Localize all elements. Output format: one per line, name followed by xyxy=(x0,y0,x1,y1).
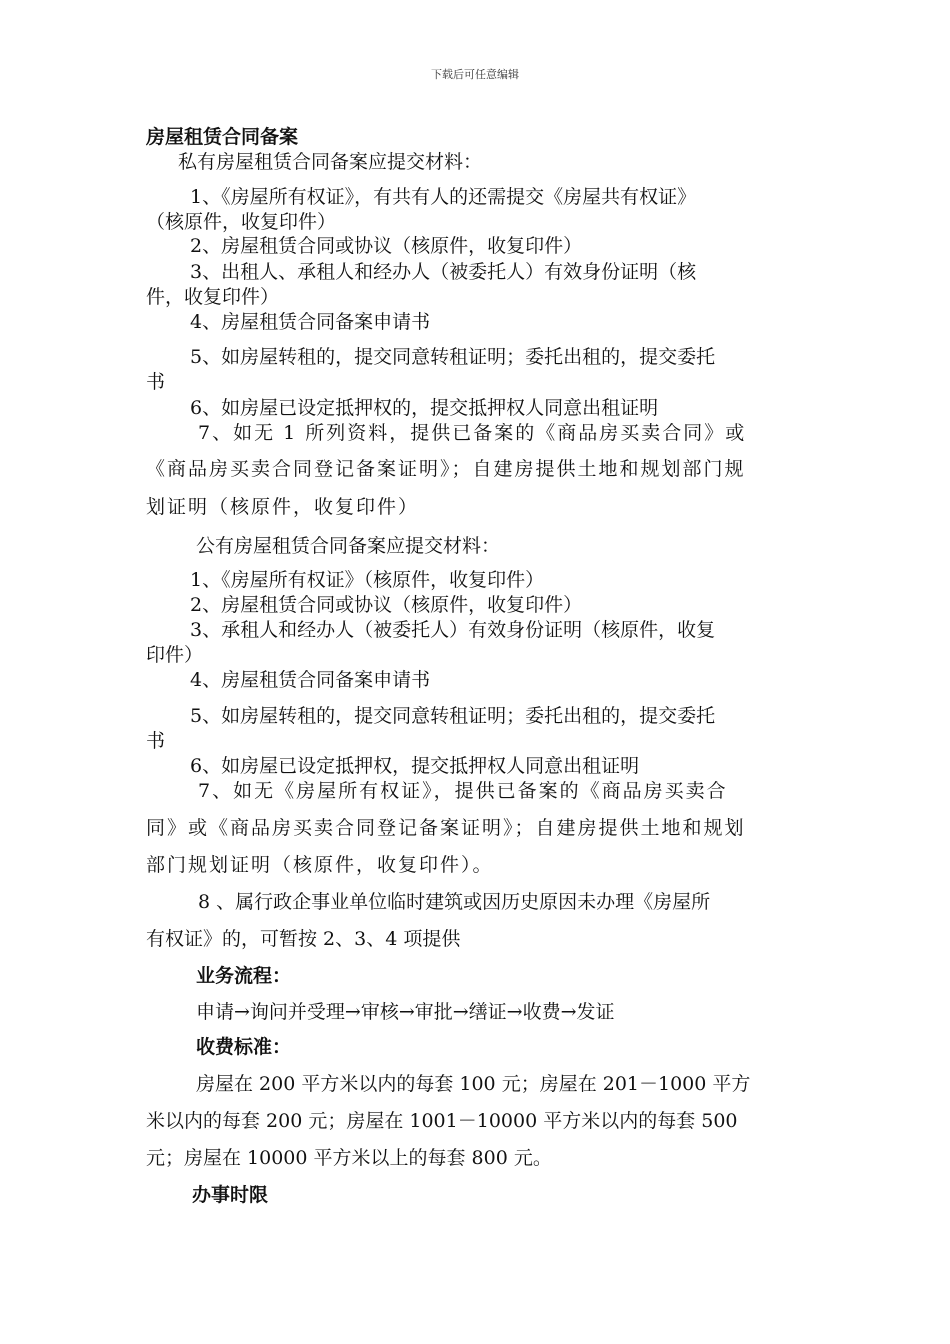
private-item-3-line-2: 件，收复印件） xyxy=(146,286,280,308)
private-item-7-line-2: 《商品房买卖合同登记备案证明》；自建房提供土地和规划部门规 xyxy=(146,458,746,480)
private-item-3-line-1: 3、出租人、承租人和经办人（被委托人）有效身份证明（核 xyxy=(190,261,697,283)
private-item-5-line-2: 书 xyxy=(146,371,166,393)
public-item-4: 4、房屋租赁合同备案申请书 xyxy=(190,669,431,691)
public-item-8-line-2: 有权证》的，可暂按 2、3、4 项提供 xyxy=(146,928,461,950)
public-item-7-line-3: 部门规划证明（核原件，收复印件）。 xyxy=(146,854,494,876)
public-heading: 公有房屋租赁合同备案应提交材料： xyxy=(196,535,501,557)
fees-line-1: 房屋在 200 平方米以内的每套 100 元；房屋在 201－1000 平方 xyxy=(196,1073,751,1095)
process-heading: 业务流程： xyxy=(196,965,292,987)
public-item-8-line-1: 8 、属行政企事业单位临时建筑或因历史原因未办理《房屋所 xyxy=(198,891,711,913)
process-text: 申请→询问并受理→审核→审批→缮证→收费→发证 xyxy=(196,1001,615,1023)
public-item-6: 6、如房屋已设定抵押权，提交抵押权人同意出租证明 xyxy=(190,755,640,777)
public-item-5-line-1: 5、如房屋转租的，提交同意转租证明；委托出租的，提交委托 xyxy=(190,705,716,727)
private-item-5-line-1: 5、如房屋转租的，提交同意转租证明；委托出租的，提交委托 xyxy=(190,346,716,368)
fees-line-2: 米以内的每套 200 元；房屋在 1001－10000 平方米以内的每套 500 xyxy=(146,1110,738,1132)
private-item-7-line-1: 7、如无 1 所列资料，提供已备案的《商品房买卖合同》或 xyxy=(198,422,747,444)
private-item-7-line-3: 划证明（核原件，收复印件） xyxy=(146,496,420,518)
private-item-1-line-2: （核原件，收复印件） xyxy=(146,211,337,233)
public-item-7-line-2: 同》或《商品房买卖合同登记备案证明》；自建房提供土地和规划 xyxy=(146,817,746,839)
private-item-1-line-1: 1、《房屋所有权证》，有共有人的还需提交《房屋共有权证》 xyxy=(190,186,697,208)
header-note: 下载后可任意编辑 xyxy=(431,68,519,81)
document-title: 房屋租赁合同备案 xyxy=(146,126,299,148)
public-item-7-line-1: 7、如无《房屋所有权证》，提供已备案的《商品房买卖合 xyxy=(198,780,728,802)
private-heading: 私有房屋租赁合同备案应提交材料： xyxy=(178,151,483,173)
fees-heading: 收费标准： xyxy=(196,1036,292,1058)
public-item-5-line-2: 书 xyxy=(146,730,166,752)
public-item-2: 2、房屋租赁合同或协议（核原件，收复印件） xyxy=(190,594,583,616)
public-item-3-line-1: 3、承租人和经办人（被委托人）有效身份证明（核原件，收复 xyxy=(190,619,716,641)
private-item-4: 4、房屋租赁合同备案申请书 xyxy=(190,311,431,333)
fees-line-3: 元；房屋在 10000 平方米以上的每套 800 元。 xyxy=(146,1147,552,1169)
private-item-2: 2、房屋租赁合同或协议（核原件，收复印件） xyxy=(190,235,583,257)
private-item-6: 6、如房屋已设定抵押权的，提交抵押权人同意出租证明 xyxy=(190,397,659,419)
time-limit-heading: 办事时限 xyxy=(192,1184,269,1206)
public-item-1: 1、《房屋所有权证》（核原件，收复印件） xyxy=(190,569,545,591)
public-item-3-line-2: 印件） xyxy=(146,644,204,666)
